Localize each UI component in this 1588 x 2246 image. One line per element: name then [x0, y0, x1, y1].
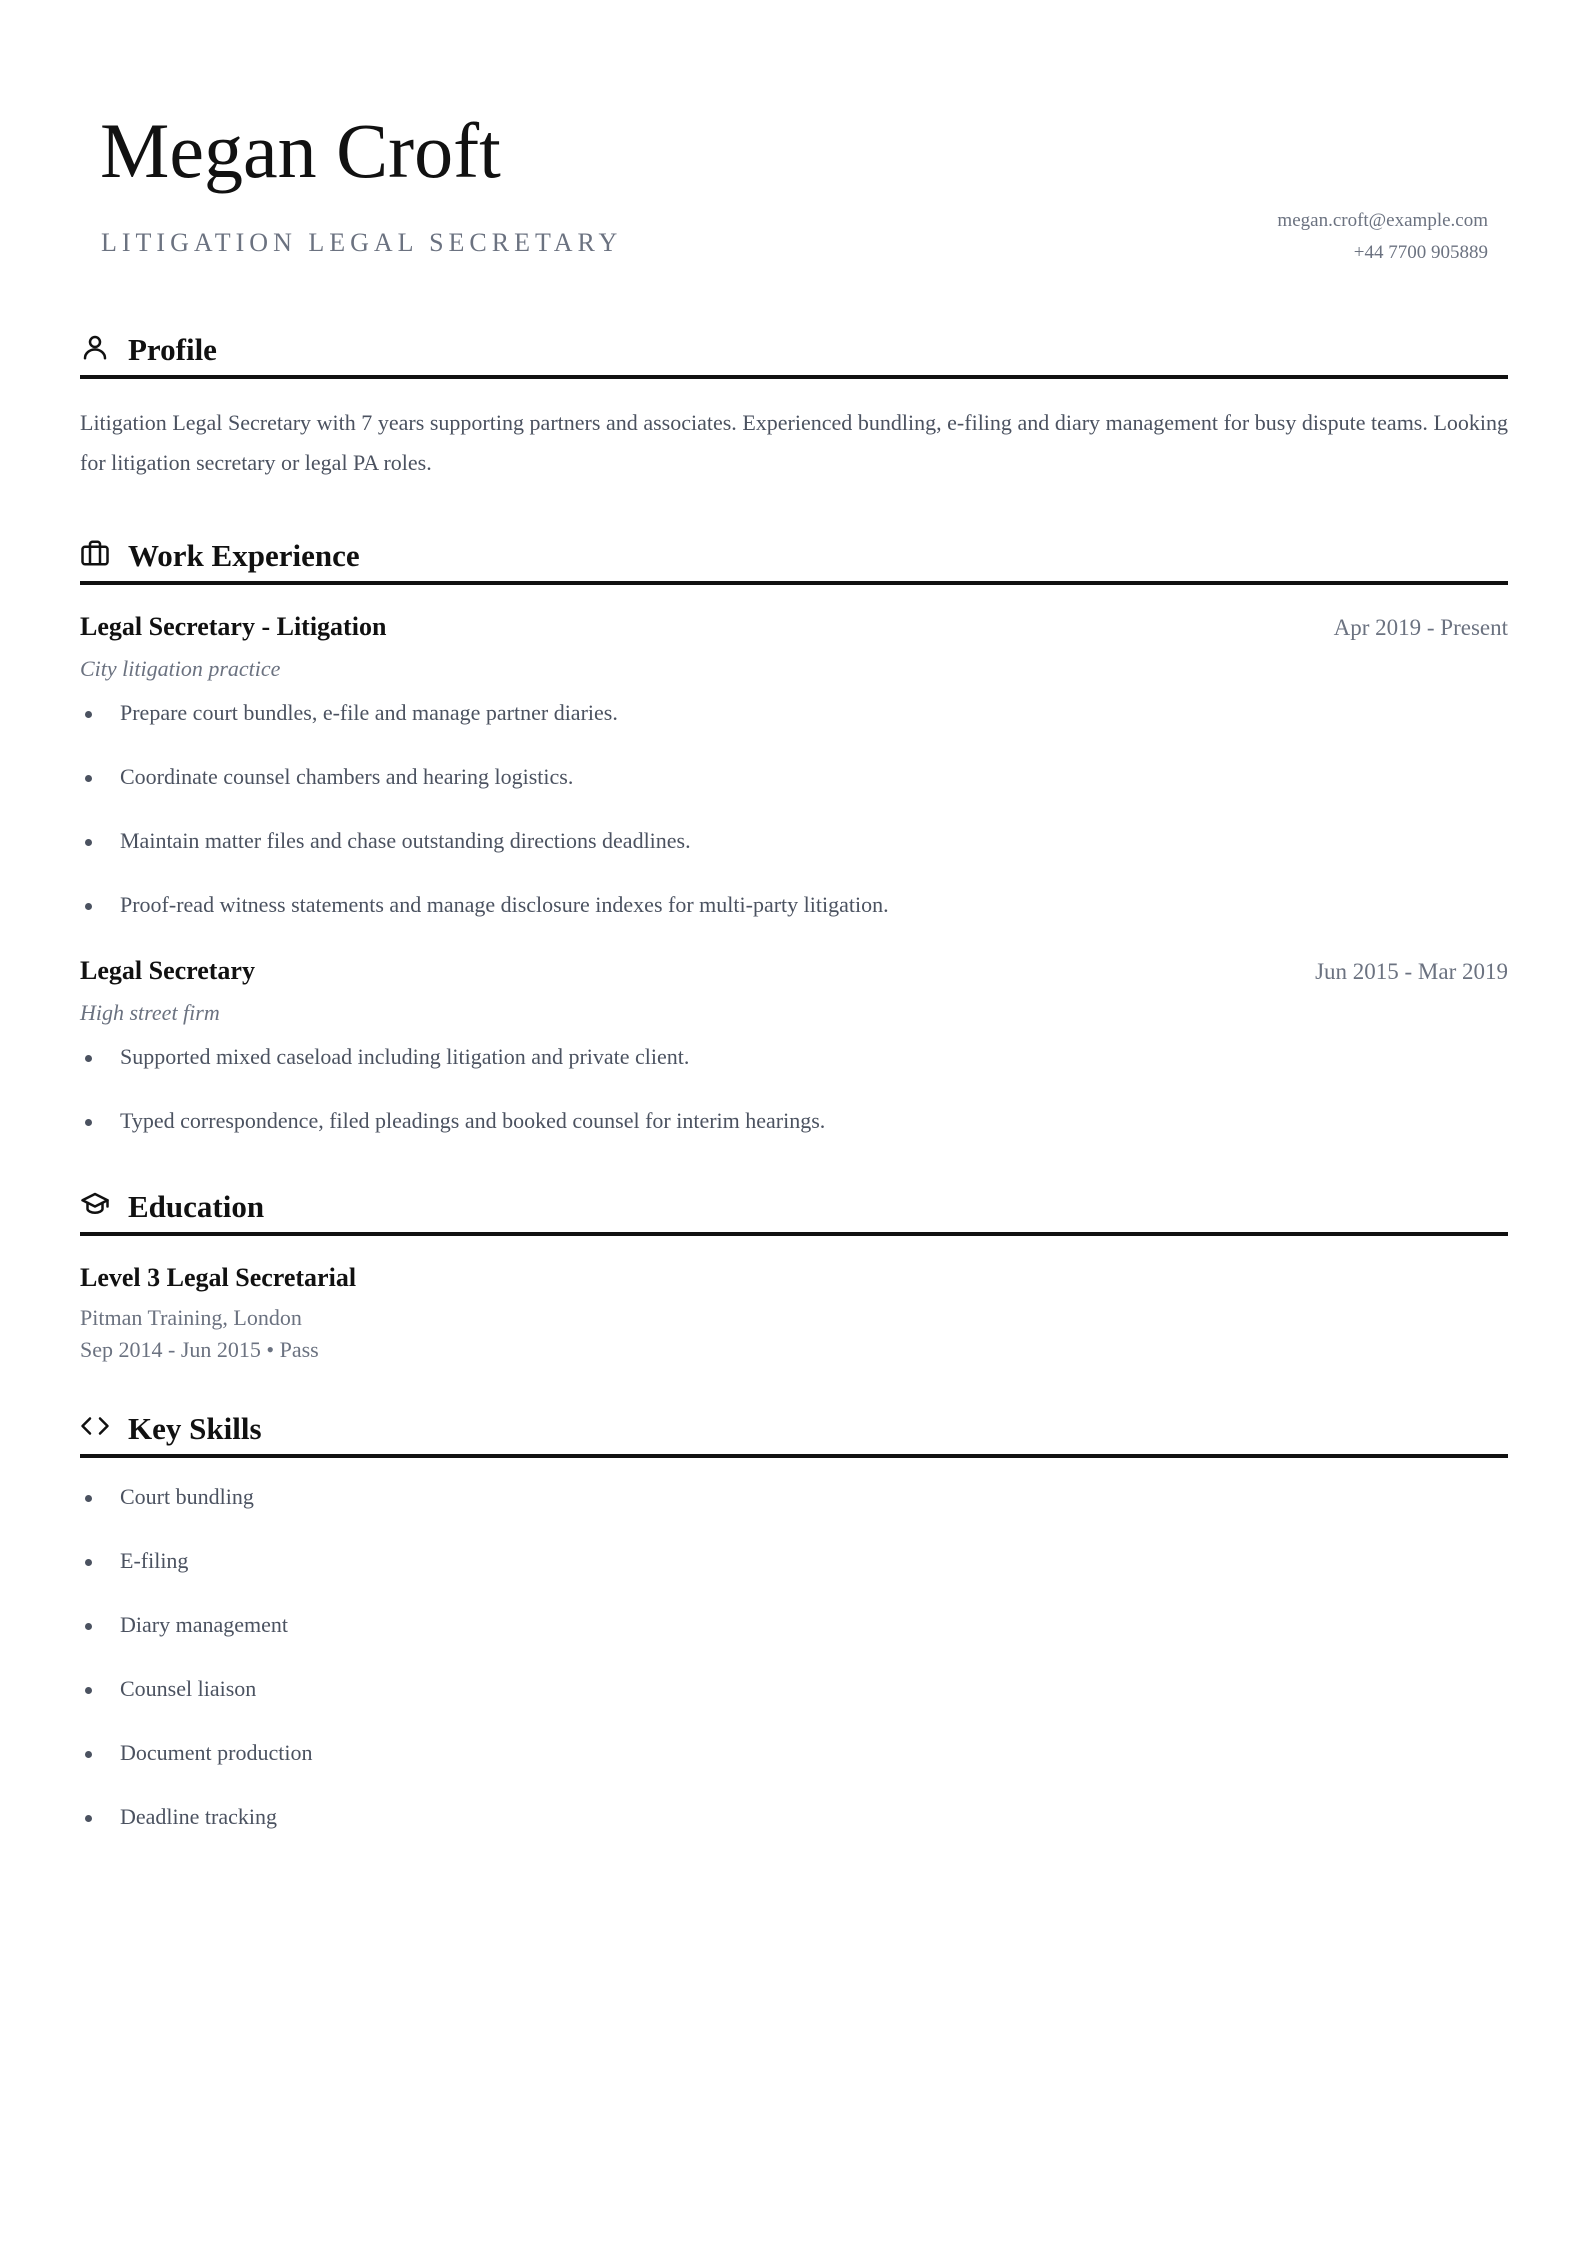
experience-heading: [80, 529, 1508, 585]
list-item: Typed correspondence, filed pleadings and booked counsel for interim hearings.: [80, 1106, 1508, 1136]
experience-section: [80, 529, 1508, 1136]
skills-list: [80, 1482, 1508, 1832]
job-company: High street firm: [80, 1000, 220, 1025]
job-bullets: [80, 1042, 1508, 1136]
education-section: [80, 1180, 1508, 1366]
profile-heading: [80, 323, 1508, 379]
list-item: Maintain matter files and chase outstanding directions deadlines.: [80, 826, 1508, 856]
graduation-cap-icon: [80, 1189, 110, 1219]
briefcase-icon: [80, 538, 110, 568]
list-item: Proof-read witness statements and manage disclosure indexes for multi-party litigation.: [80, 890, 1508, 920]
skills-section: [80, 1402, 1508, 1832]
profile-section: [80, 323, 1508, 483]
list-item: Coordinate counsel chambers and hearing logistics.: [80, 762, 1508, 792]
job-entry: [80, 612, 1508, 920]
person-icon: [80, 332, 110, 362]
candidate-name: Megan Croft: [100, 107, 501, 194]
skills-heading: [80, 1402, 1508, 1458]
list-item: Court bundling: [80, 1482, 1508, 1512]
code-brackets-icon: [80, 1411, 110, 1441]
job-title: Legal Secretary - Litigation: [80, 612, 387, 641]
list-item: Document production: [80, 1738, 1508, 1768]
profile-title: Profile: [128, 331, 217, 367]
education-heading: [80, 1180, 1508, 1236]
education-title-text: Level 3 Legal Secretarial: [80, 1263, 357, 1292]
list-item: Deadline tracking: [80, 1802, 1508, 1832]
job-header: [80, 956, 1508, 986]
list-item: Prepare court bundles, e-file and manage partner diaries.: [80, 698, 1508, 728]
job-header: [80, 612, 1508, 642]
contact-phone[interactable]: +44 7700 905889: [1353, 242, 1488, 263]
education-details: Sep 2014 - Jun 2015 • Pass: [80, 1337, 319, 1362]
education-title: Education: [128, 1188, 265, 1224]
profile-summary: Litigation Legal Secretary with 7 years supporting partners and associates. Experienced bundling, e-filing and diary management for busy dispute teams. Looking for litigation secretary or legal PA roles.: [80, 410, 1508, 475]
skills-title: Key Skills: [128, 1410, 262, 1446]
education-institution: Pitman Training, London: [80, 1305, 302, 1330]
list-item: Supported mixed caseload including litigation and private client.: [80, 1042, 1508, 1072]
job-dates: Jun 2015 - Mar 2019: [1315, 959, 1508, 984]
contact-email[interactable]: megan.croft@example.com: [1277, 210, 1488, 231]
list-item: Counsel liaison: [80, 1674, 1508, 1704]
resume-header: [80, 0, 1508, 300]
job-title: Legal Secretary: [80, 956, 255, 985]
job-entry: [80, 956, 1508, 1136]
list-item: Diary management: [80, 1610, 1508, 1640]
job-bullets: [80, 698, 1508, 920]
list-item: E-filing: [80, 1546, 1508, 1576]
candidate-role: LITIGATION LEGAL SECRETARY: [101, 228, 623, 257]
job-company: City litigation practice: [80, 656, 281, 681]
job-dates: Apr 2019 - Present: [1333, 615, 1508, 640]
education-entry: [80, 1263, 1508, 1366]
experience-title: Work Experience: [128, 537, 360, 573]
contact-block: [1277, 205, 1488, 269]
